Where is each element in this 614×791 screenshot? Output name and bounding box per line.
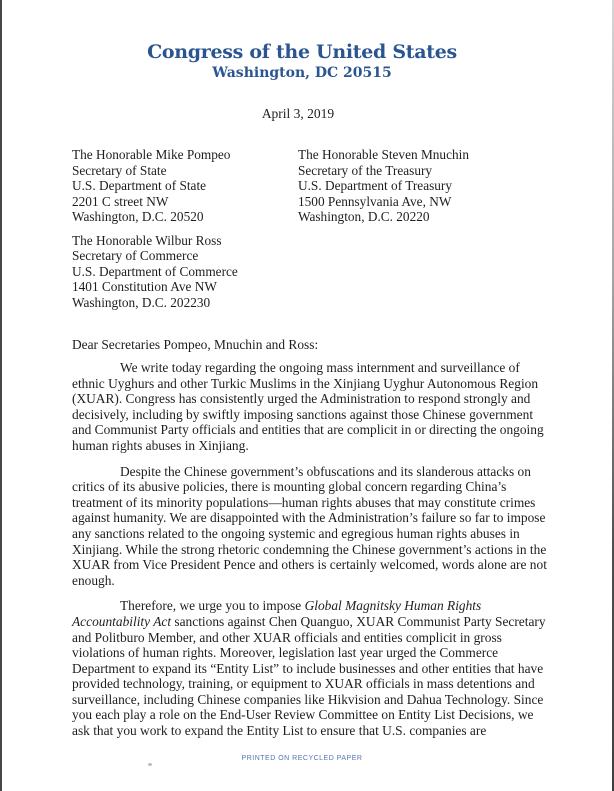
letterhead-title: Congress of the United States xyxy=(147,41,457,63)
address-line: Secretary of State xyxy=(72,162,167,178)
letterhead-subtitle: Washington, DC 20515 xyxy=(212,65,392,81)
address-pompeo xyxy=(72,147,298,225)
salutation: Dear Secretaries Pompeo, Mnuchin and Ross: xyxy=(72,337,319,352)
address-line: 1401 Constitution Ave NW xyxy=(72,279,217,294)
address-line: The Honorable Wilbur Ross xyxy=(72,232,222,248)
address-line: U.S. Department of Treasury xyxy=(298,178,453,193)
address-line: The Honorable Mike Pompeo xyxy=(72,147,231,162)
paragraph-3-italic-act-title: Global Magnitsky Human Rights Accountability Act xyxy=(72,598,482,629)
address-row xyxy=(72,147,550,225)
address-mnuchin xyxy=(298,147,524,225)
letter-date: April 3, 2019 xyxy=(261,106,335,121)
paragraph-2-text: Despite the Chinese government’s obfuscations and its slanderous attacks on critics of its abusive policies, there is mounting global concern regarding China’s treatment of its minority populations—human rights abuses that may constitute crimes against humanity. We are disappointed with the Administration’s failure so far to impose any sanctions related to the ongoing systemic and egregious human rights abuses in Xinjiang. While the strong rhetoric condemning the Chinese government’s actions in the XUAR from Vice President Pence and others is certainly welcomed, words alone are not enough. xyxy=(72,463,547,588)
letterhead xyxy=(0,40,604,82)
address-line: Washington, D.C. 20520 xyxy=(72,209,204,224)
paragraph-2 xyxy=(72,464,550,589)
recipient-addresses xyxy=(72,147,550,310)
paragraph-3 xyxy=(72,598,550,738)
address-line: U.S. Department of State xyxy=(72,178,207,193)
address-line: The Honorable Steven Mnuchin xyxy=(298,147,469,162)
address-line: 2201 C street NW xyxy=(72,193,169,209)
recycled-paper-notice: PRINTED ON RECYCLED PAPER xyxy=(241,755,363,762)
address-line: Washington, D.C. 20220 xyxy=(298,209,430,224)
address-line: Secretary of the Treasury xyxy=(298,162,433,178)
paragraph-3-text: Therefore, we urge you to impose xyxy=(120,598,305,614)
address-line: 1500 Pennsylvania Ave, NW xyxy=(298,193,452,209)
paragraph-1 xyxy=(72,360,550,454)
letter-body xyxy=(72,360,550,749)
address-line: Secretary of Commerce xyxy=(72,248,199,263)
paragraph-1-text: We write today regarding the ongoing mass internment and surveillance of ethnic Uyghurs and other Turkic Muslims in the Xinjiang Uyghur Autonomous Region (XUAR). Congress has consistently urged the Administration to respond strongly and decisively, including by swiftly imposing sanctions against those Chinese government and Communist Party officials and entities that are complicit in or directing the ongoing human rights abuses in Xinjiang. xyxy=(72,360,544,453)
address-ross xyxy=(72,233,298,311)
scan-speck xyxy=(148,763,152,766)
paragraph-3-continuation: sanctions against Chen Quanguo, XUAR Communist Party Secretary and Politburo Member, and other XUAR officials and entities complicit in gross violations of human rights. Moreover, legislation last year urged the Commerce Department to expand its “Entity List” to include businesses and other entities that have provided technology, training, or equipment to XUAR officials in mass detentions and surveillance, including Chinese companies like Hikvision and Dahua Technology. Since you each play a role on the End-User Review Committee on Entity List Decisions, we ask that you work to expand the Entity List to ensure that U.S. companies are xyxy=(72,613,546,739)
address-line: Washington, D.C. 202230 xyxy=(72,294,211,310)
address-line: U.S. Department of Commerce xyxy=(72,263,238,279)
